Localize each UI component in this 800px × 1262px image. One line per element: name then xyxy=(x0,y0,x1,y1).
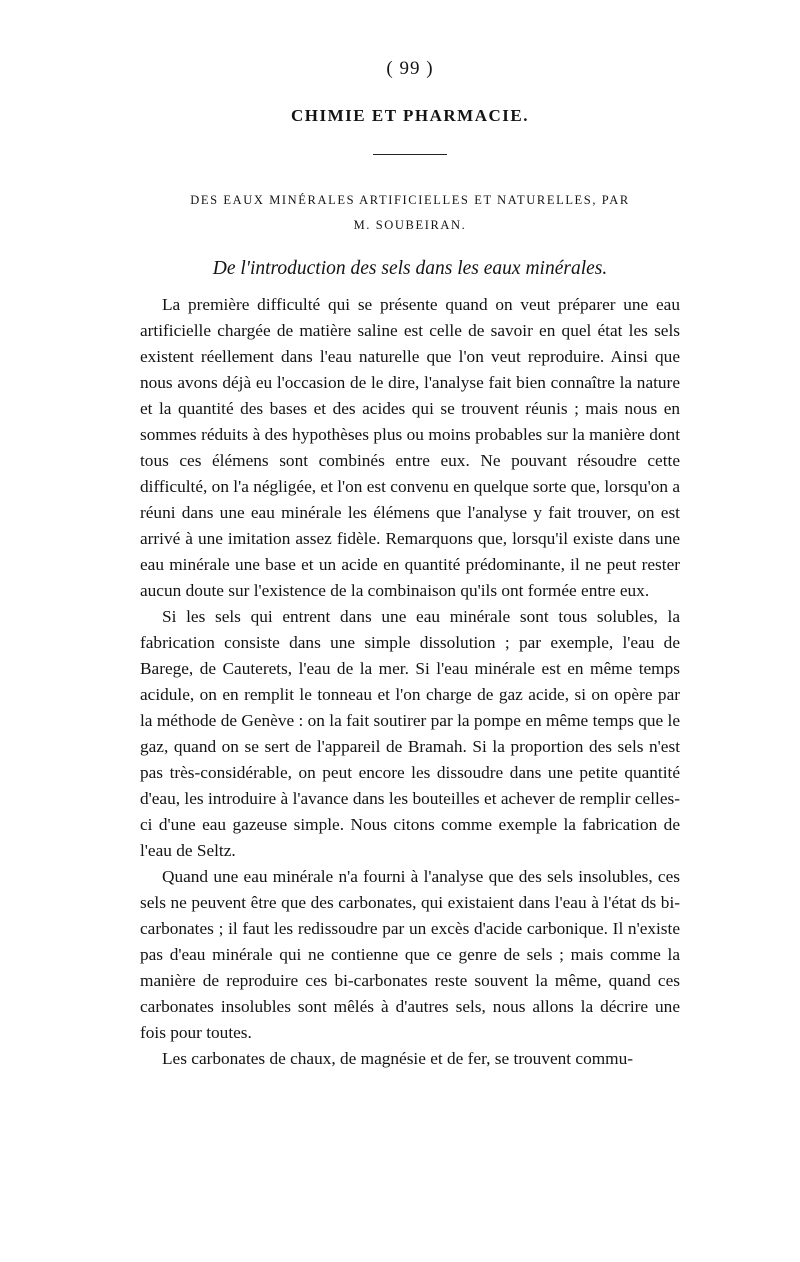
article-title-line-1: DES EAUX MINÉRALES ARTIFICIELLES ET NATURELLES, PAR xyxy=(190,193,630,207)
paragraph-3: Quand une eau minérale n'a fourni à l'analyse que des sels insolubles, ces sels ne peuvent être que des carbonates, qui existaient dans l'eau à l'état ds bi-carbonates ; il faut les redissoudre par un excès d'acide carbonique. Il n'existe pas d'eau minérale qui ne contienne que ce genre de sels ; mais comme la manière de reproduire ces bi-carbonates reste souvent la même, quand ces carbonates insolubles sont mêlés à d'autres sels, nous allons la décrire une fois pour toutes. xyxy=(140,867,680,1042)
document-page xyxy=(140,58,680,1072)
divider-rule xyxy=(373,154,447,155)
subheading: De l'introduction des sels dans les eaux minérales. xyxy=(212,258,608,279)
paragraph-2: Si les sels qui entrent dans une eau minérale sont tous solubles, la fabrication consiste dans une simple dissolution ; par exemple, l'eau de Barege, de Cauterets, l'eau de la mer. Si l'eau minérale est en même temps acidule, on en remplit le tonneau et l'on charge de gaz acide, si on opère par la méthode de Genève : on la fait soutirer par la pompe en même temps que le gaz, quand on se sert de l'appareil de Bramah. Si la proportion des sels n'est pas très-considérable, on peut encore les dissoudre dans une petite quantité d'eau, les introduire à l'avance dans les bouteilles et achever de remplir celles-ci d'une eau gazeuse simple. Nous citons comme exemple la fabrication de l'eau de Seltz. xyxy=(140,607,680,860)
section-title: CHIMIE ET PHARMACIE. xyxy=(291,106,529,125)
article-title-line-2: M. SOUBEIRAN. xyxy=(353,218,467,232)
paragraph-1: La première difficulté qui se présente quand on veut préparer une eau artificielle chargée de matière saline est celle de savoir en quel état les sels existent réellement dans l'eau naturelle que l'on veut reproduire. Ainsi que nous avons déjà eu l'occasion de le dire, l'analyse fait bien connaître la nature et la quantité des bases et des acides qui se trouvent réunis ; mais nous en sommes réduits à des hypothèses plus ou moins probables sur la manière dont tous ces élémens sont combinés entre eux. Ne pouvant résoudre cette difficulté, on l'a négligée, et l'on est convenu en quelque sorte que, lorsqu'on a réuni dans une eau minérale les élémens que l'analyse y fait trouver, on est arrivé à une imitation assez fidèle. Remarquons que, lorsqu'il existe dans une eau minérale une base et un acide en quantité prédominante, il ne peut rester aucun doute sur l'existence de la combinaison qu'ils ont formée entre eux. xyxy=(140,295,680,600)
paragraph-4: Les carbonates de chaux, de magnésie et de fer, se trouvent commu- xyxy=(162,1049,633,1068)
page-number: ( 99 ) xyxy=(386,58,434,79)
article-title xyxy=(140,188,680,238)
